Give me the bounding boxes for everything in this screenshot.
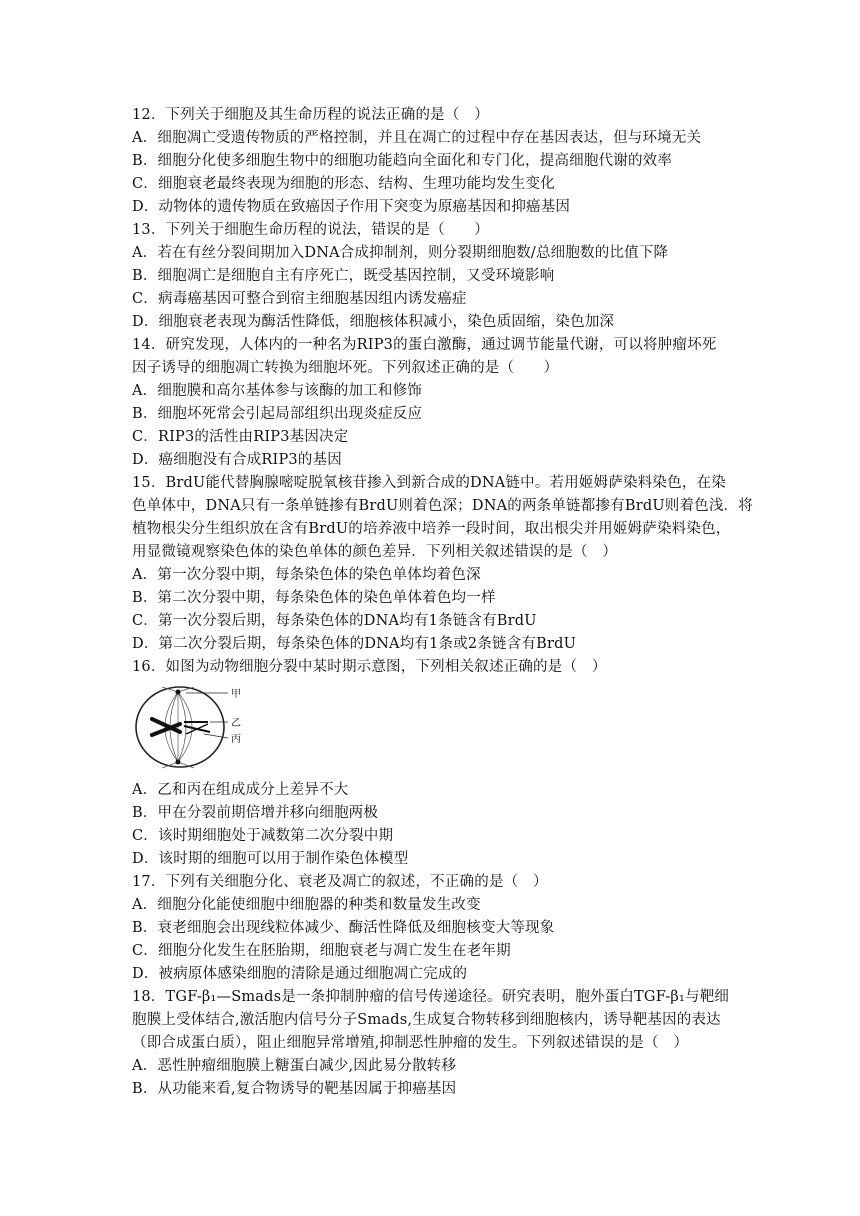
question-15-option-b: B．第二次分裂中期，每条染色体的染色单体着色均一样	[132, 590, 496, 606]
chromosome-right-c	[186, 724, 208, 734]
question-14-option-d: D．癌细胞没有合成RIP3的基因	[132, 452, 342, 468]
question-16-option-b: B．甲在分裂前期倍增并移向细胞两极	[132, 805, 379, 821]
cell-diagram	[132, 682, 252, 772]
question-18-stem-line-1: 18．TGF-β₁—Smads是一条抑制肿瘤的信号传递途径。研究表明，胞外蛋白TGF-β₁与靶细	[132, 989, 730, 1005]
question-14-option-b: B．细胞坏死常会引起局部组织出现炎症反应	[132, 406, 423, 422]
question-13-option-b: B．细胞凋亡是细胞自主有序死亡，既受基因控制，又受环境影响	[132, 268, 555, 284]
cell-membrane	[136, 687, 224, 767]
question-13-stem: 13．下列关于细胞生命历程的说法，错误的是（ ）	[132, 222, 489, 238]
centrosome-top	[176, 690, 181, 695]
question-14-option-c: C．RIP3的活性由RIP3基因决定	[132, 429, 349, 445]
question-12-stem: 12．下列关于细胞及其生命历程的说法正确的是（ ）	[132, 107, 489, 123]
question-13-option-d: D．细胞衰老表现为酶活性降低，细胞核体积减小，染色质固缩，染色加深	[132, 314, 615, 330]
question-18-stem-line-2: 胞膜上受体结合,激活胞内信号分子Smads,生成复合物转移到细胞核内，诱导靶基因的表达	[132, 1012, 721, 1028]
question-18-option-b: B．从功能来看,复合物诱导的靶基因属于抑癌基因	[132, 1081, 457, 1097]
question-16-option-d: D．该时期的细胞可以用于制作染色体模型	[132, 851, 409, 867]
question-14-option-a: A．细胞膜和高尔基体参与该酶的加工和修饰	[132, 383, 422, 399]
question-15-option-c: C．第一次分裂后期，每条染色体的DNA均有1条链含有BrdU	[132, 613, 537, 629]
question-13-option-c: C．病毒癌基因可整合到宿主细胞基因组内诱发癌症	[132, 291, 467, 307]
question-16-option-a: A．乙和丙在组成成分上差异不大	[132, 782, 349, 798]
question-17-option-c: C．细胞分化发生在胚胎期，细胞衰老与凋亡发生在老年期	[132, 943, 511, 959]
label-bing: 丙	[231, 734, 241, 745]
question-15-option-d: D．第二次分裂后期，每条染色体的DNA均有1条或2条链含有BrdU	[132, 636, 577, 652]
question-17-stem: 17．下列有关细胞分化、衰老及凋亡的叙述，不正确的是（ ）	[132, 874, 548, 890]
question-16-stem: 16．如图为动物细胞分裂中某时期示意图，下列相关叙述正确的是（ ）	[132, 659, 607, 675]
question-12-option-d: D．动物体的遗传物质在致癌因子作用下突变为原癌基因和抑癌基因	[132, 199, 571, 215]
question-12-option-a: A．细胞凋亡受遗传物质的严格控制，并且在凋亡的过程中存在基因表达，但与环境无关	[132, 130, 702, 146]
question-14-stem-line-2: 因子诱导的细胞凋亡转换为细胞坏死。下列叙述正确的是（ ）	[132, 360, 559, 376]
question-13-option-a: A．若在有丝分裂间期加入DNA合成抑制剂，则分裂期细胞数/总细胞数的比值下降	[132, 245, 669, 261]
question-17-option-b: B．衰老细胞会出现线粒体减少、酶活性降低及细胞核变大等现象	[132, 920, 555, 936]
question-15-stem-line-1: 15．BrdU能代替胸腺嘧啶脱氧核苷掺入到新合成的DNA链中。若用姬姆萨染料染色，在染	[132, 475, 726, 491]
centrosome-bottom	[176, 760, 181, 765]
label-jia: 甲	[231, 689, 241, 700]
question-15-option-a: A．第一次分裂中期，每条染色体的染色单体均着色深	[132, 567, 481, 583]
question-12-option-b: B．细胞分化使多细胞生物中的细胞功能趋向全面化和专门化，提高细胞代谢的效率	[132, 153, 673, 169]
question-15-stem-line-4: 用显微镜观察染色体的染色单体的颜色差异．下列相关叙述错误的是（ ）	[132, 544, 618, 560]
question-16-option-c: C．该时期细胞处于减数第二次分裂中期	[132, 828, 394, 844]
question-12-option-c: C．细胞衰老最终表现为细胞的形态、结构、生理功能均发生变化	[132, 176, 555, 192]
question-17-option-d: D．被病原体感染细胞的清除是通过细胞凋亡完成的	[132, 966, 468, 982]
label-yi: 乙	[231, 718, 241, 729]
leader-line-bing	[204, 734, 228, 738]
question-18-stem-line-3: （即合成蛋白质），阻止细胞异常增殖,抑制恶性肿瘤的发生。下列叙述错误的是（ ）	[132, 1035, 689, 1051]
question-14-stem-line-1: 14．研究发现，人体内的一种名为RIP3的蛋白激酶，通过调节能量代谢，可以将肿瘤坏死	[132, 337, 717, 353]
question-15-stem-line-2: 色单体中，DNA只有一条单链掺有BrdU则着色深；DNA的两条单链都掺有BrdU则着色浅．将	[132, 498, 753, 514]
question-15-stem-line-3: 植物根尖分生组织放在含有BrdU的培养液中培养一段时间，取出根尖并用姬姆萨染料染色，	[132, 521, 731, 537]
cell-division-figure	[132, 682, 252, 772]
question-17-option-a: A．细胞分化能使细胞中细胞器的种类和数量发生改变	[132, 897, 481, 913]
question-18-option-a: A．恶性肿瘤细胞膜上糖蛋白减少,因此易分散转移	[132, 1058, 457, 1074]
